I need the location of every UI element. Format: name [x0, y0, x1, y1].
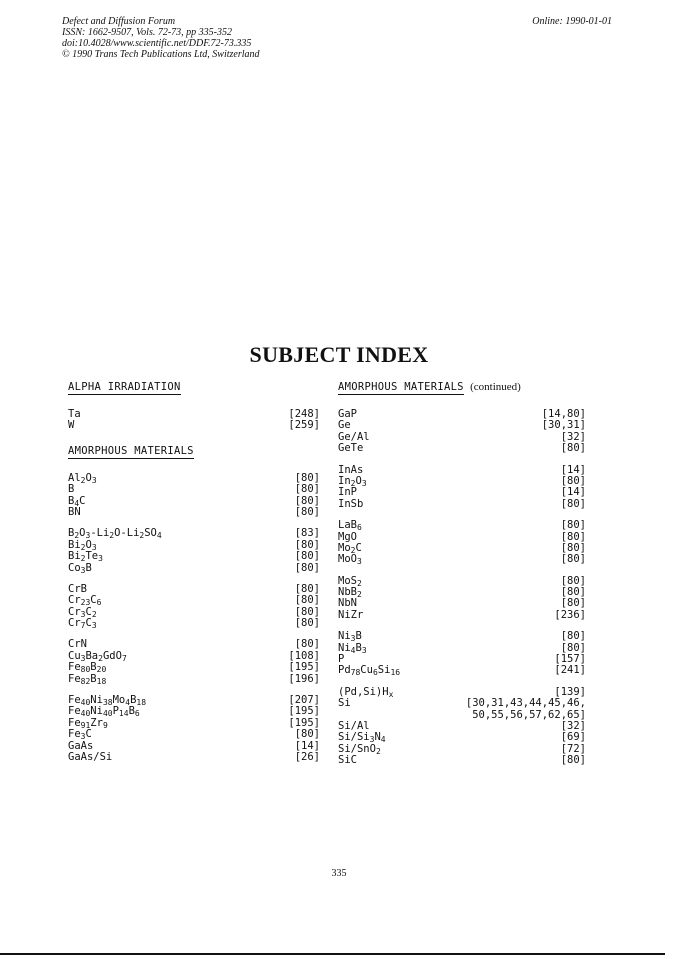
entry-term: $Si/Si_3N_4$ — [338, 731, 386, 745]
entry-reference: [14] — [560, 486, 586, 499]
index-entry — [68, 674, 320, 685]
entry-term: $Fe_{80}B_{20}$ — [68, 661, 107, 675]
entry-term: $Cu_3Ba_2GdO_7$ — [68, 649, 127, 663]
entry-reference: [196] — [288, 672, 320, 685]
entry-term: Ge — [338, 419, 351, 432]
index-entry — [68, 584, 320, 595]
entry-term: $Cr_7C_3$ — [68, 617, 97, 631]
entry-reference: [32] — [560, 719, 586, 732]
entry-term: BN — [68, 505, 81, 518]
index-entry — [338, 420, 586, 431]
entry-reference: [14] — [560, 463, 586, 476]
entry-reference: [80] — [294, 538, 320, 551]
entry-term: Si — [338, 697, 351, 710]
doi-line: doi:10.4028/www.scientific.net/DDF.72-73.335 — [62, 38, 252, 49]
entry-reference: [80] — [560, 574, 586, 587]
entry-reference-continued: 50,55,56,57,62,65] — [472, 708, 586, 721]
entry-reference: [80] — [294, 728, 320, 741]
entry-reference: [80] — [560, 519, 586, 532]
entry-term: LaB$_6$ — [338, 519, 362, 533]
index-entry — [338, 698, 586, 709]
entry-reference: [83] — [294, 527, 320, 540]
entry-term: NbN — [338, 597, 357, 610]
entry-reference: [72] — [560, 742, 586, 755]
entry-reference: [157] — [554, 653, 586, 666]
entry-reference: [248] — [288, 408, 320, 420]
index-entry — [68, 540, 320, 551]
entry-reference: [32] — [560, 430, 586, 443]
index-left-column — [68, 381, 320, 763]
entry-term: $Fe_{82}B_{18}$ — [68, 672, 107, 686]
entry-term: MgO — [338, 530, 357, 543]
page-number: 335 — [331, 868, 347, 879]
index-entry — [68, 551, 320, 562]
entry-reference: [195] — [288, 661, 320, 674]
copyright-line: © 1990 Trans Tech Publications Ltd, Switzerland — [62, 49, 260, 60]
entry-reference: [80] — [294, 505, 320, 518]
entry-reference: [108] — [288, 649, 320, 662]
index-entry — [338, 520, 586, 531]
entry-term: $Bi_2Te_3$ — [68, 550, 103, 564]
entry-term: $Fe_3C$ — [68, 728, 92, 742]
index-entry — [338, 665, 586, 676]
entry-term: B — [68, 483, 75, 496]
index-entry — [338, 432, 586, 443]
entry-term: NiZr — [338, 608, 364, 621]
journal-name: Defect and Diffusion Forum — [62, 16, 176, 27]
entry-term: InP — [338, 486, 357, 499]
entry-reference: [80] — [294, 550, 320, 563]
entry-reference: [30,31] — [541, 419, 586, 432]
index-entry — [338, 554, 586, 565]
index-entry — [68, 420, 320, 431]
entry-term: $Al_2O_3$ — [68, 471, 97, 485]
entry-reference: [80] — [294, 582, 320, 595]
index-entry — [338, 631, 586, 642]
entry-term: Si/SnO$_2$ — [338, 742, 381, 756]
section-heading: AMORPHOUS MATERIALS — [68, 444, 194, 457]
entry-term: CrN — [68, 638, 87, 651]
index-entry — [338, 476, 586, 487]
index-entry — [338, 654, 586, 665]
entry-reference: [80] — [294, 617, 320, 630]
index-entry — [68, 752, 320, 763]
entry-reference: [259] — [288, 419, 320, 432]
entry-term: $Cr_{23}C_6$ — [68, 594, 102, 608]
entry-term: P — [338, 653, 345, 666]
issn-line: ISSN: 1662-9507, Vols. 72-73, pp 335-352 — [62, 27, 232, 38]
entry-term: $(Pd,Si)H_x$ — [338, 685, 394, 699]
index-entry — [338, 587, 586, 598]
entry-term: $Bi_2O_3$ — [68, 538, 97, 552]
index-entry — [68, 595, 320, 606]
entry-term: $Pd_{78}Cu_6Si_{16}$ — [338, 664, 401, 678]
entry-reference: [80] — [560, 474, 586, 487]
index-entry — [338, 598, 586, 609]
entry-term: W — [68, 419, 75, 432]
entry-term: GeTe — [338, 442, 364, 455]
section-heading: AMORPHOUS MATERIALS — [338, 381, 464, 393]
index-entry — [338, 755, 586, 766]
entry-term: MoO$_3$ — [338, 553, 362, 567]
index-entry — [68, 718, 320, 729]
entry-term: CrB — [68, 582, 87, 595]
entry-reference: [139] — [554, 685, 586, 698]
entry-reference: [26] — [294, 750, 320, 763]
index-entry — [68, 473, 320, 484]
page-title: SUBJECT INDEX — [249, 342, 429, 367]
index-entry — [338, 610, 586, 621]
index-entry — [68, 706, 320, 717]
entry-reference: [80] — [560, 497, 586, 510]
index-entry — [338, 499, 586, 510]
entry-reference: [80] — [294, 561, 320, 574]
entry-reference: [14,80] — [541, 408, 586, 420]
entry-term: $Fe_{40}Ni_{40}P_{14}B_6$ — [68, 705, 140, 719]
entry-term: GaAs — [68, 739, 94, 752]
entry-term: $Ni_3B$ — [338, 630, 362, 644]
entry-term: InSb — [338, 497, 364, 510]
entry-reference: [80] — [560, 530, 586, 543]
index-entry — [68, 729, 320, 740]
entry-reference: [14] — [294, 739, 320, 752]
entry-reference: [80] — [560, 541, 586, 554]
online-date: Online: 1990-01-01 — [532, 16, 612, 27]
index-entry — [68, 484, 320, 495]
bottom-rule — [0, 953, 665, 955]
entry-term: GaAs/Si — [68, 750, 113, 763]
index-entry — [338, 643, 586, 654]
entry-term: $Fe_{40}Ni_{38}Mo_4B_{18}$ — [68, 694, 147, 708]
entry-term: Ge/Al — [338, 430, 370, 443]
entry-reference: [69] — [560, 731, 586, 744]
entry-term: $B_4C$ — [68, 494, 86, 508]
journal-header — [62, 16, 260, 60]
entry-term: InAs — [338, 463, 364, 476]
entry-reference: [80] — [294, 594, 320, 607]
index-entry — [68, 507, 320, 518]
index-entry — [68, 662, 320, 673]
section-heading: ALPHA IRRADIATION — [68, 381, 181, 393]
index-entry — [338, 576, 586, 587]
entry-reference: [195] — [288, 705, 320, 718]
entry-term: SiC — [338, 754, 357, 767]
entry-term: MoS$_2$ — [338, 574, 362, 588]
entry-term: $Ni_4B_3$ — [338, 641, 367, 655]
entry-reference: [195] — [288, 716, 320, 729]
entry-reference: [80] — [560, 586, 586, 599]
entry-reference: [80] — [294, 483, 320, 496]
entry-reference: [80] — [294, 494, 320, 507]
entry-term: $B_2O_3-Li_2O-Li_2SO_4$ — [68, 527, 162, 541]
entry-reference: [30,31,43,44,45,46, — [465, 697, 586, 710]
entry-reference: [80] — [560, 641, 586, 654]
entry-reference: [236] — [554, 608, 586, 621]
index-entry — [338, 532, 586, 543]
entry-reference: [80] — [294, 471, 320, 484]
entry-reference: [80] — [560, 553, 586, 566]
entry-term: $In_2O_3$ — [338, 474, 367, 488]
index-entry — [68, 528, 320, 539]
entry-reference: [80] — [560, 754, 586, 767]
index-entry — [338, 487, 586, 498]
index-entry — [68, 496, 320, 507]
entry-term: $Co_3B$ — [68, 561, 92, 575]
index-entry — [68, 563, 320, 574]
index-entry — [338, 543, 586, 554]
index-entry — [338, 744, 586, 755]
entry-term: GaP — [338, 408, 357, 420]
entry-reference: [80] — [560, 630, 586, 643]
entry-reference: [241] — [554, 664, 586, 677]
entry-term: NbB$_2$ — [338, 586, 362, 600]
index-entry — [68, 618, 320, 629]
continued-label: (continued) — [470, 381, 521, 393]
entry-term: $Mo_2C$ — [338, 541, 362, 555]
index-entry — [68, 607, 320, 618]
index-entry — [68, 409, 320, 420]
entry-term: Si/Al — [338, 719, 370, 732]
entry-term: $Cr_3C_2$ — [68, 605, 97, 619]
index-right-column — [338, 381, 586, 767]
entry-reference: [80] — [560, 442, 586, 455]
entry-reference: [80] — [560, 597, 586, 610]
index-entry — [338, 443, 586, 454]
entry-reference: [207] — [288, 694, 320, 707]
entry-term: $Fe_{91}Zr_9$ — [68, 716, 108, 730]
index-entry — [68, 651, 320, 662]
entry-term: Ta — [68, 408, 81, 420]
index-entry — [68, 695, 320, 706]
index-entry — [338, 465, 586, 476]
entry-reference: [80] — [294, 638, 320, 651]
entry-reference: [80] — [294, 605, 320, 618]
